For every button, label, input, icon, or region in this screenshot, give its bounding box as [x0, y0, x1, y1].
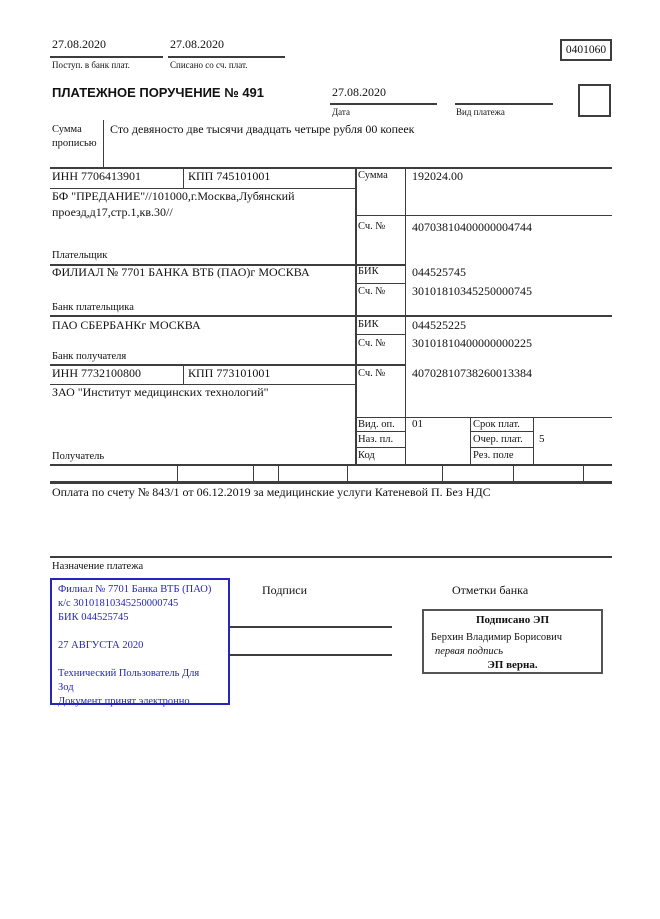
payer-bank-bik-value: 044525745 — [412, 265, 466, 279]
payment-order-value: 5 — [539, 433, 545, 445]
stamp-line: Зод — [58, 682, 74, 693]
received-in-bank-date: 27.08.2020 — [52, 37, 106, 51]
payment-type-underline — [455, 103, 553, 105]
payer-kpp: КПП 745101001 — [188, 169, 271, 183]
stamp-line: Технический Пользователь Для — [58, 668, 200, 679]
payment-type-box — [578, 84, 611, 117]
payment-type-label: Вид платежа — [456, 107, 505, 117]
strip-divider — [347, 466, 348, 481]
payee-bank-name: ПАО СБЕРБАНКг МОСКВА — [52, 318, 201, 332]
date-label: Дата — [332, 107, 350, 117]
payee-kpp: КПП 773101001 — [188, 366, 271, 380]
stamp-line: Документ принят электронно — [58, 696, 190, 707]
bank-marks-label: Отметки банка — [452, 583, 529, 597]
subtable-divider-1 — [470, 417, 471, 465]
purpose-bottom-line — [50, 556, 612, 558]
payer-account-label: Сч. № — [358, 221, 386, 232]
received-date-underline — [50, 56, 163, 58]
payee-bank-account-value: 30101810400000000225 — [412, 336, 532, 350]
payee-account-value: 40702810738260013384 — [412, 366, 532, 380]
purpose-section-label: Назначение платежа — [52, 561, 144, 572]
bank-electronic-stamp — [50, 578, 230, 705]
payee-account-label: Сч. № — [358, 368, 386, 379]
ep-verification-note: ЭП верна. — [487, 659, 538, 671]
amount-account-line — [355, 215, 612, 216]
payer-bank-account-label: Сч. № — [358, 286, 386, 297]
strip-bottom-line — [50, 481, 612, 484]
payee-inn: ИНН 7732100800 — [52, 366, 141, 380]
signature-line-2 — [230, 654, 392, 656]
stamp-line: БИК 044525745 — [58, 612, 129, 623]
stamp-line: к/с 30101810345250000745 — [58, 598, 179, 609]
strip-divider — [513, 466, 514, 481]
strip-divider — [442, 466, 443, 481]
main-column-divider — [355, 167, 357, 465]
subtable-divider-2 — [533, 417, 534, 465]
payee-bank-bik-line — [355, 334, 405, 335]
stamp-spacer — [58, 625, 222, 639]
payer-inn: ИНН 7706413901 — [52, 169, 141, 183]
form-code-box: 0401060 — [560, 39, 612, 61]
amount-words-label-2: прописью — [52, 138, 97, 149]
strip-divider — [253, 466, 254, 481]
strip-divider — [278, 466, 279, 481]
document-title: ПЛАТЕЖНОЕ ПОРУЧЕНИЕ № 491 — [52, 85, 265, 100]
strip-divider — [177, 466, 178, 481]
ep-signature-type: первая подпись — [435, 646, 504, 657]
payment-order-label: Очер. плат. — [473, 434, 523, 445]
subtable-row-line — [355, 447, 405, 448]
payer-inn-kpp-divider — [183, 169, 184, 188]
payee-bank-section-label: Банк получателя — [52, 351, 127, 362]
stamp-spacer — [58, 653, 222, 667]
payee-bank-bik-value: 044525225 — [412, 318, 466, 332]
payer-name-line1: БФ "ПРЕДАНИЕ"//101000,г.Москва,Лубянский — [52, 189, 295, 203]
payer-account-value: 40703810400000004744 — [412, 220, 532, 234]
payee-bank-bik-label: БИК — [358, 319, 379, 330]
payee-name: ЗАО "Институт медицинских технологий" — [52, 385, 269, 399]
ep-signature-box — [422, 609, 603, 674]
payer-bank-account-value: 30101810345250000745 — [412, 284, 532, 298]
document-date: 27.08.2020 — [332, 85, 386, 99]
payer-bank-name: ФИЛИАЛ № 7701 БАНКА ВТБ (ПАО)г МОСКВА — [52, 265, 310, 279]
debited-from-account-label: Списано со сч. плат. — [170, 60, 248, 70]
amount-words-label-1: Сумма — [52, 124, 82, 135]
ep-signer-name: Берхин Владимир Борисович — [431, 632, 562, 643]
amount-label: Сумма — [358, 170, 388, 181]
payee-section-label: Получатель — [52, 451, 105, 462]
payee-inn-kpp-divider — [183, 366, 184, 384]
amount-words-divider — [103, 120, 104, 168]
signatures-label: Подписи — [262, 583, 308, 597]
payer-bank-bik-line — [355, 283, 405, 284]
signature-line-1 — [230, 626, 392, 628]
amount-value: 192024.00 — [412, 169, 463, 183]
subtable-row-line — [470, 447, 533, 448]
operation-type-label: Вид. оп. — [358, 419, 395, 430]
amount-words-value: Сто девяносто две тысячи двадцать четыре рубля 00 копеек — [110, 122, 415, 136]
payer-name-line2: проезд,д17,стр.1,кв.30// — [52, 205, 173, 219]
stamp-line: Филиал № 7701 Банка ВТБ (ПАО) — [58, 584, 212, 595]
label-value-divider — [405, 167, 406, 465]
strip-divider — [583, 466, 584, 481]
debited-from-account-date: 27.08.2020 — [170, 37, 224, 51]
payer-bank-section-label: Банк плательщика — [52, 302, 134, 313]
reserve-field-label: Рез. поле — [473, 450, 514, 461]
payee-bottom-line — [50, 464, 612, 466]
subtable-row-line — [470, 431, 533, 432]
ep-signed-title: Подписано ЭП — [475, 614, 550, 626]
code-label: Код — [358, 450, 375, 461]
stamp-line: 27 АВГУСТА 2020 — [58, 640, 144, 651]
subtable-row-line — [355, 431, 405, 432]
payment-term-label: Срок плат. — [473, 419, 520, 430]
payment-purpose-code-label: Наз. пл. — [358, 434, 394, 445]
subtable-top-line — [355, 417, 612, 418]
debited-date-underline — [168, 56, 285, 58]
payee-bank-account-label: Сч. № — [358, 338, 386, 349]
purpose-text: Оплата по счету № 843/1 от 06.12.2019 за медицинские услуги Катеневой П. Без НДС — [52, 485, 491, 499]
date-underline — [330, 103, 437, 105]
received-in-bank-label: Поступ. в банк плат. — [52, 60, 130, 70]
payer-bank-bik-label: БИК — [358, 266, 379, 277]
payer-section-label: Плательщик — [52, 250, 108, 261]
operation-type-value: 01 — [412, 418, 423, 430]
payer-bank-bottom-line — [50, 315, 612, 317]
